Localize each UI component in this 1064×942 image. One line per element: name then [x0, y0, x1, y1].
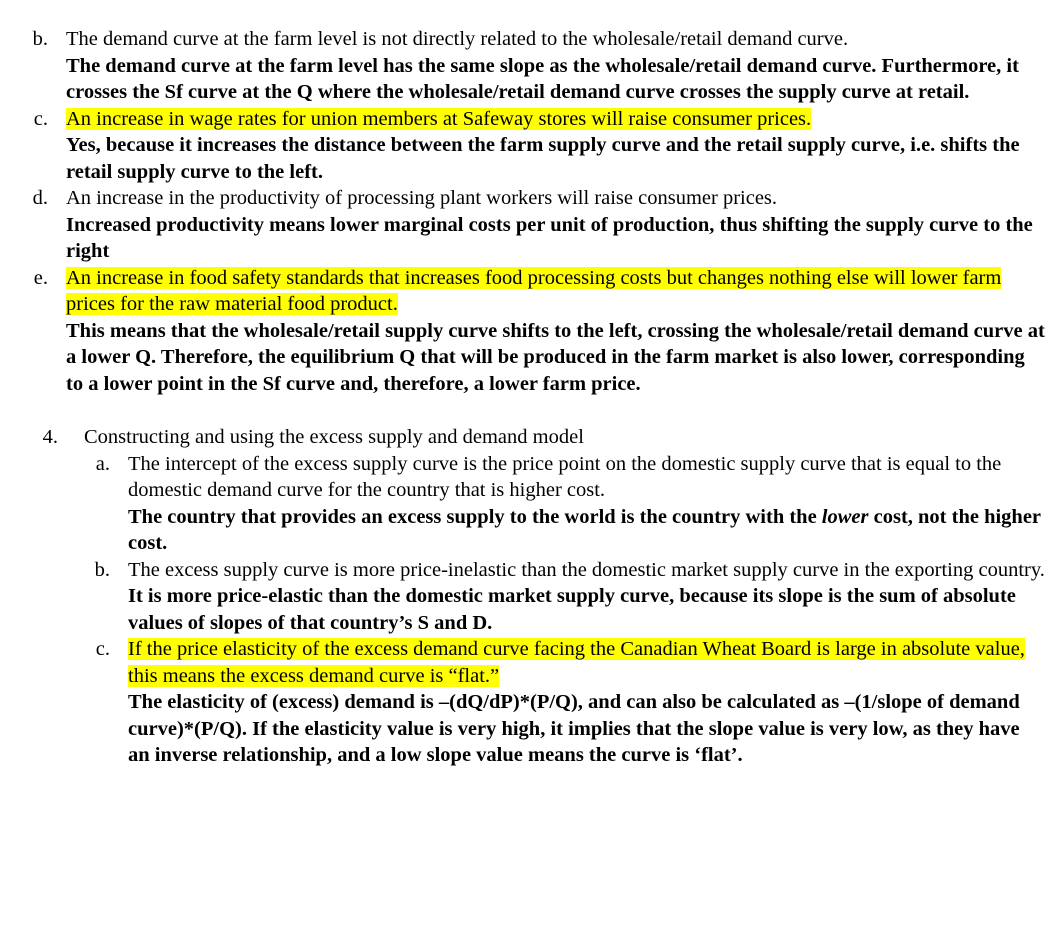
answer-text — [128, 504, 1046, 557]
answer-text: Increased productivity means lower marginal costs per unit of production, thus shifting the supply curve to the right — [66, 213, 1033, 262]
answer-part-1: The country that provides an excess supply to the world is the country with the — [128, 505, 822, 528]
list-item — [84, 451, 1046, 557]
section-spacer — [22, 397, 1046, 424]
answer-text: This means that the wholesale/retail supply curve shifts to the left, crossing the wholesale/retail demand curve at a lower Q. Therefore, the equilibrium Q that will be produced in the farm market is also lower, corresponding to a lower point in the Sf curve and, therefore, a lower farm price. — [66, 319, 1045, 395]
list-item — [22, 185, 1046, 265]
question-list-section3 — [22, 26, 1046, 397]
question-text — [128, 636, 1046, 689]
answer-text: Yes, because it increases the distance between the farm supply curve and the retail supply curve, i.e. shifts the retail supply curve to the left. — [66, 134, 1020, 183]
question-text — [66, 265, 1046, 318]
question-text — [66, 106, 1046, 133]
list-marker: d. — [32, 187, 48, 209]
list-marker: c. — [95, 638, 110, 660]
sub-question-list — [84, 451, 1046, 769]
highlighted-text: An increase in wage rates for union members at Safeway stores will raise consumer prices. — [66, 107, 812, 130]
list-marker: b. — [94, 558, 110, 581]
answer-text: It is more price-elastic than the domestic market supply curve, because its slope is the sum of absolute values of slopes of that country’s S and D. — [128, 585, 1016, 634]
question-text: The demand curve at the farm level is not directly related to the wholesale/retail demand curve. — [66, 28, 849, 50]
question-text: An increase in the productivity of processing plant workers will raise consumer prices. — [66, 187, 778, 209]
list-marker: c. — [33, 107, 48, 130]
answer-emphasis: lower — [821, 505, 869, 528]
section-marker: 4. — [42, 426, 58, 448]
section-item-4 — [22, 424, 1046, 769]
list-item — [84, 636, 1046, 769]
question-text: The excess supply curve is more price-inelastic than the domestic market supply curve in the exporting country. — [128, 558, 1045, 581]
answer-text: The elasticity of (excess) demand is –(dQ/dP)*(P/Q), and can also be calculated as –(1/slope of demand curve)*(P/Q). If the elasticity value is very high, it implies that the slope value is very low, as they have an inverse relationship, and a low slope value means the curve is ‘flat’. — [128, 691, 1020, 766]
list-marker: e. — [33, 266, 48, 289]
list-item — [22, 106, 1046, 186]
answer-text: The demand curve at the farm level has the same slope as the wholesale/retail demand curve. Furthermore, it crosses the Sf curve at the Q where the wholesale/retail demand curve crosses the supply curve at retail. — [66, 54, 1019, 103]
list-item — [84, 557, 1046, 637]
list-item — [22, 265, 1046, 398]
highlighted-text: If the price elasticity of the excess demand curve facing the Canadian Wheat Board is large in absolute value, this means the excess demand curve is “flat.” — [128, 638, 1025, 687]
list-marker: b. — [32, 28, 48, 50]
list-marker: a. — [95, 452, 110, 475]
question-list-section4 — [22, 424, 1046, 769]
answer-part-2: cost, not the higher cost. — [128, 505, 1041, 554]
list-item — [22, 26, 1046, 106]
section-heading: Constructing and using the excess supply and demand model — [84, 426, 584, 448]
question-text: The intercept of the excess supply curve is the price point on the domestic supply curve that is equal to the domestic demand curve for the country that is higher cost. — [128, 452, 1002, 501]
highlighted-text: An increase in food safety standards that increases food processing costs but changes nothing else will lower farm prices for the raw material food product. — [66, 266, 1002, 315]
